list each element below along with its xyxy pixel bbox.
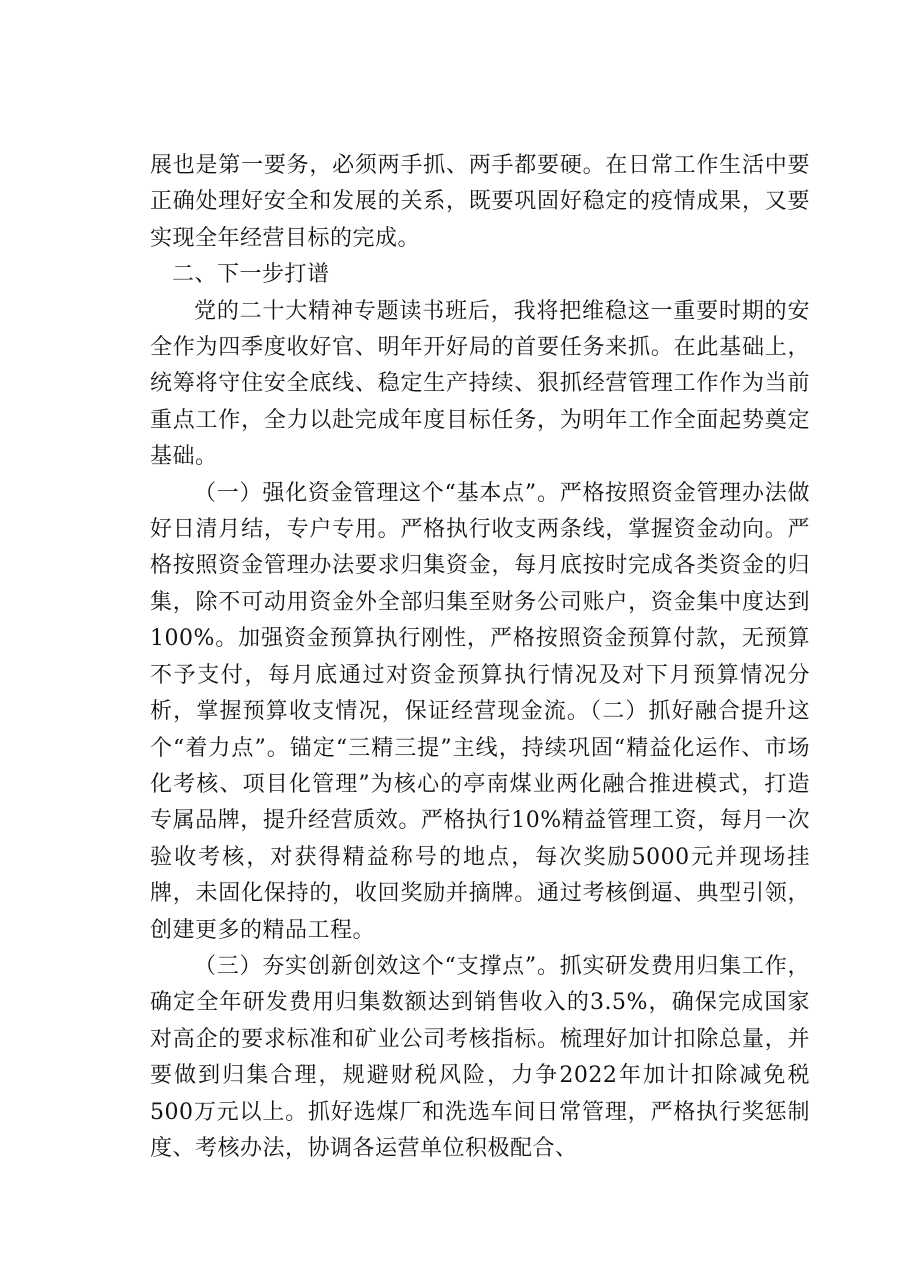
paragraph-fund-management: （一）强化资金管理这个“基本点”。严格按照资金管理办法做好日清月结，专户专用。严格执行收支两条线，掌握资金动向。严格按照资金管理办法要求归集资金，每月底按时完成各类资金的归集，除不可动用资金外全部归集至财务公司账户，资金集中度达到100%。加强资金预算执行刚性，严格按照资金预算付款，无预算不予支付，每月底通过对资金预算执行情况及对下月预算情况分析，掌握预算收支情况，保证经营现金流。（二）抓好融合提升这个“着力点”。锚定“三精三提”主线，持续巩固“精益化运作、市场化考核、项目化管理”为核心的亭南煤业两化融合推进模式，打造专属品牌，提升经营质效。严格执行10%精益管理工资，每月一次验收考核，对获得精益称号的地点，每次奖励5000元并现场挂牌，未固化保持的，收回奖励并摘牌。通过考核倒逼、典型引领，创建更多的精品工程。 xyxy=(150,480,810,943)
section-heading: 二、下一步打谱 xyxy=(172,262,330,288)
paragraph-next-steps: 党的二十大精神专题读书班后，我将把维稳这一重要时期的安全作为四季度收好官、明年开好局的首要任务来抓。在此基础上，统筹将守住安全底线、稳定生产持续、狠抓经营管理工作作为当前重点工作，全力以赴完成年度目标任务，为明年工作全面起势奠定基础。 xyxy=(150,298,810,470)
paragraph-continuation: 展也是第一要务，必须两手抓、两手都要硬。在日常工作生活中要正确处理好安全和发展的关系，既要巩固好稳定的疫情成果，又要实现全年经营目标的完成。 xyxy=(150,153,810,251)
paragraph-innovation: （三）夯实创新创效这个“支撑点”。抓实研发费用归集工作，确定全年研发费用归集数额达到销售收入的3.5%，确保完成国家对高企的要求标准和矿业公司考核指标。梳理好加计扣除总量，并要做到归集合理，规避财税风险，力争2022年加计扣除减免税500万元以上。抓好选煤厂和洗选车间日常管理，严格执行奖惩制度、考核办法，协调各运营单位积极配合、 xyxy=(150,953,810,1161)
document-body xyxy=(150,148,810,1167)
